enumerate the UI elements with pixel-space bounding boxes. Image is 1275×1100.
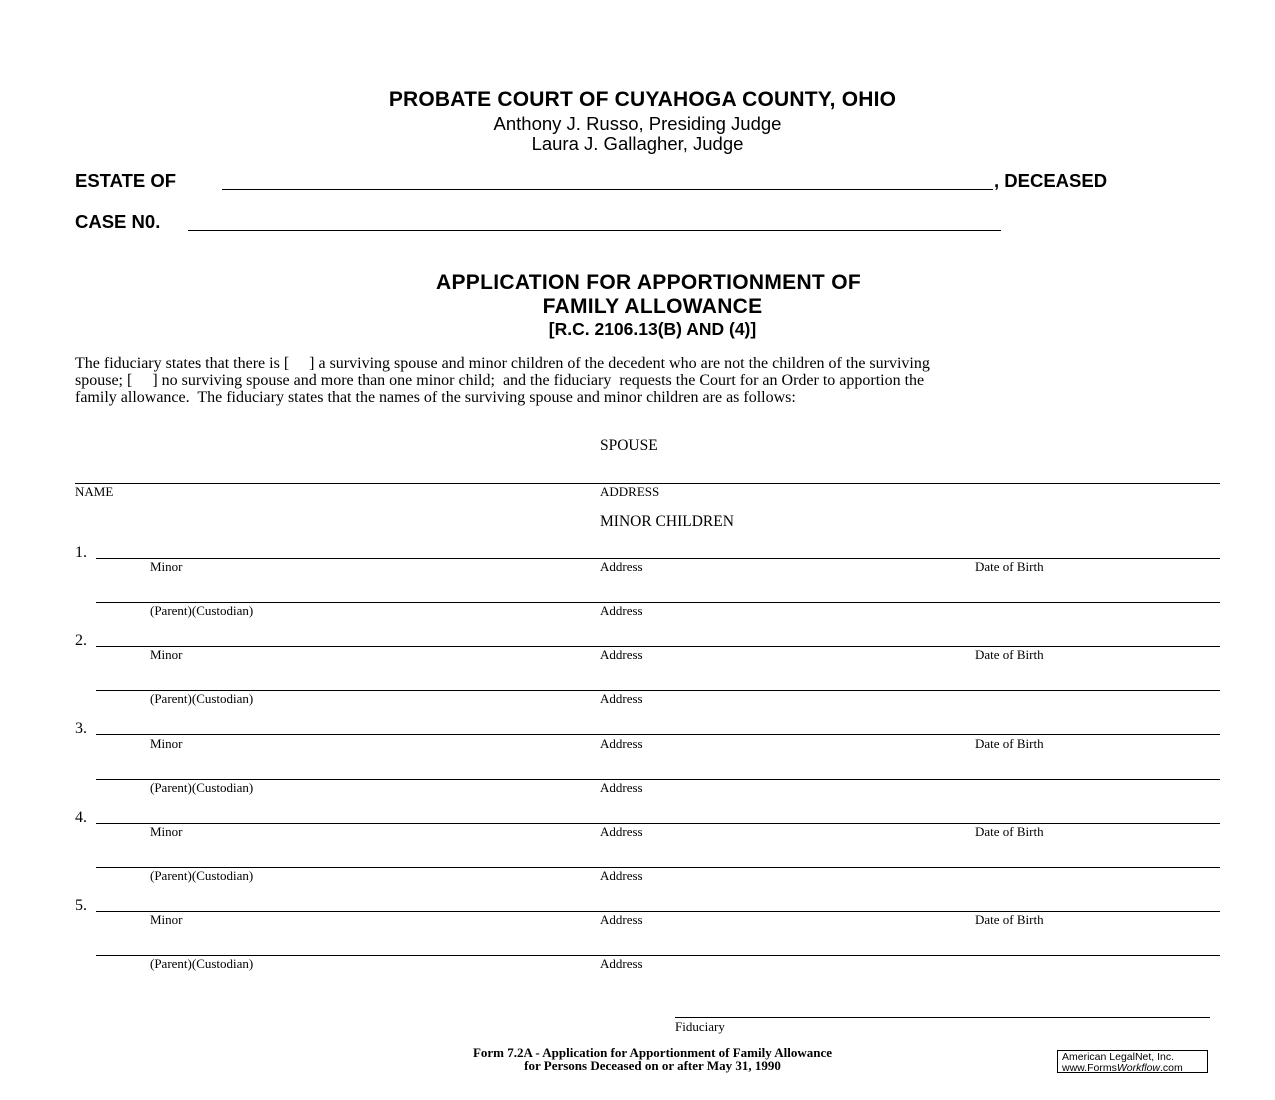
spouse-name-field[interactable] xyxy=(78,465,592,485)
dob-label: Date of Birth xyxy=(975,736,1044,751)
judge: Laura J. Gallagher, Judge xyxy=(531,133,744,154)
address-label: Address xyxy=(600,912,643,927)
minor-field[interactable] xyxy=(100,540,1219,560)
spouse-address-field[interactable] xyxy=(600,465,1219,485)
child-number: 3. xyxy=(75,720,87,737)
case-no-field[interactable] xyxy=(192,211,1001,231)
parent-address-label: Address xyxy=(600,603,643,618)
estate-name-field[interactable] xyxy=(225,170,994,190)
spouse-heading: SPOUSE xyxy=(600,437,658,454)
form-title-line1: APPLICATION FOR APPORTIONMENT OF xyxy=(436,271,861,294)
minor-children-heading: MINOR CHILDREN xyxy=(600,513,734,530)
parent-address-label: Address xyxy=(600,868,643,883)
dob-label: Date of Birth xyxy=(975,824,1044,839)
dob-label: Date of Birth xyxy=(975,912,1044,927)
minor-label: Minor xyxy=(150,647,183,662)
statement-line3: family allowance. The fiduciary states that the names of the surviving spouse and minor children are as follows: xyxy=(75,389,796,406)
publisher-badge xyxy=(1057,1050,1208,1073)
publisher-name: American LegalNet, Inc. xyxy=(1062,1051,1175,1063)
form-number-line2: for Persons Deceased on or after May 31, 1990 xyxy=(524,1058,781,1073)
spouse-name-label: NAME xyxy=(75,484,114,499)
statement-line2: spouse; [ ] no surviving spouse and more than one minor child; and the fiduciary requests the Court for an Order to apportion the xyxy=(75,372,925,389)
parent-field[interactable] xyxy=(100,849,1219,869)
statement-line1: The fiduciary states that there is [ ] a surviving spouse and minor children of the decedent who are not the children of the surviving xyxy=(75,355,930,372)
minor-field[interactable] xyxy=(100,893,1219,913)
address-label: Address xyxy=(600,736,643,751)
address-label: Address xyxy=(600,824,643,839)
child-number: 4. xyxy=(75,809,87,826)
parent-address-label: Address xyxy=(600,691,643,706)
parent-address-label: Address xyxy=(600,956,643,971)
minor-field[interactable] xyxy=(100,628,1219,648)
parent-address-label: Address xyxy=(600,780,643,795)
minor-label: Minor xyxy=(150,824,183,839)
statute-reference: [R.C. 2106.13(B) AND (4)] xyxy=(548,319,757,339)
court-name: PROBATE COURT OF CUYAHOGA COUNTY, OHIO xyxy=(388,88,897,111)
parent-field[interactable] xyxy=(100,584,1219,604)
deceased-label: , DECEASED xyxy=(994,170,1108,191)
fiduciary-signature-field[interactable] xyxy=(678,998,1210,1018)
spouse-address-label: ADDRESS xyxy=(600,484,660,499)
parent-label: (Parent)(Custodian) xyxy=(150,956,254,971)
parent-label: (Parent)(Custodian) xyxy=(150,780,254,795)
checkbox-no-surviving-spouse[interactable] xyxy=(148,373,172,388)
parent-field[interactable] xyxy=(100,761,1219,781)
fiduciary-label: Fiduciary xyxy=(675,1019,725,1034)
child-number: 5. xyxy=(75,897,87,914)
form-title-line2: FAMILY ALLOWANCE xyxy=(542,295,763,318)
form-number-line1: Form 7.2A - Application for Apportionment of Family Allowance xyxy=(472,1045,833,1060)
minor-field[interactable] xyxy=(100,805,1219,825)
minor-label: Minor xyxy=(150,912,183,927)
dob-label: Date of Birth xyxy=(975,647,1044,662)
parent-label: (Parent)(Custodian) xyxy=(150,868,254,883)
minor-label: Minor xyxy=(150,736,183,751)
dob-label: Date of Birth xyxy=(975,559,1044,574)
parent-field[interactable] xyxy=(100,672,1219,692)
minor-field[interactable] xyxy=(100,716,1219,736)
address-label: Address xyxy=(600,647,643,662)
parent-label: (Parent)(Custodian) xyxy=(150,691,254,706)
child-number: 1. xyxy=(75,544,87,561)
minor-label: Minor xyxy=(150,559,183,574)
presiding-judge: Anthony J. Russo, Presiding Judge xyxy=(493,113,782,134)
checkbox-surviving-spouse[interactable] xyxy=(360,356,386,371)
parent-field[interactable] xyxy=(100,937,1219,957)
estate-of-label: ESTATE OF xyxy=(75,170,177,191)
child-number: 2. xyxy=(75,632,87,649)
parent-label: (Parent)(Custodian) xyxy=(150,603,254,618)
publisher-url: www.FormsWorkflow.com xyxy=(1062,1062,1183,1074)
case-no-label: CASE N0. xyxy=(75,211,161,232)
address-label: Address xyxy=(600,559,643,574)
